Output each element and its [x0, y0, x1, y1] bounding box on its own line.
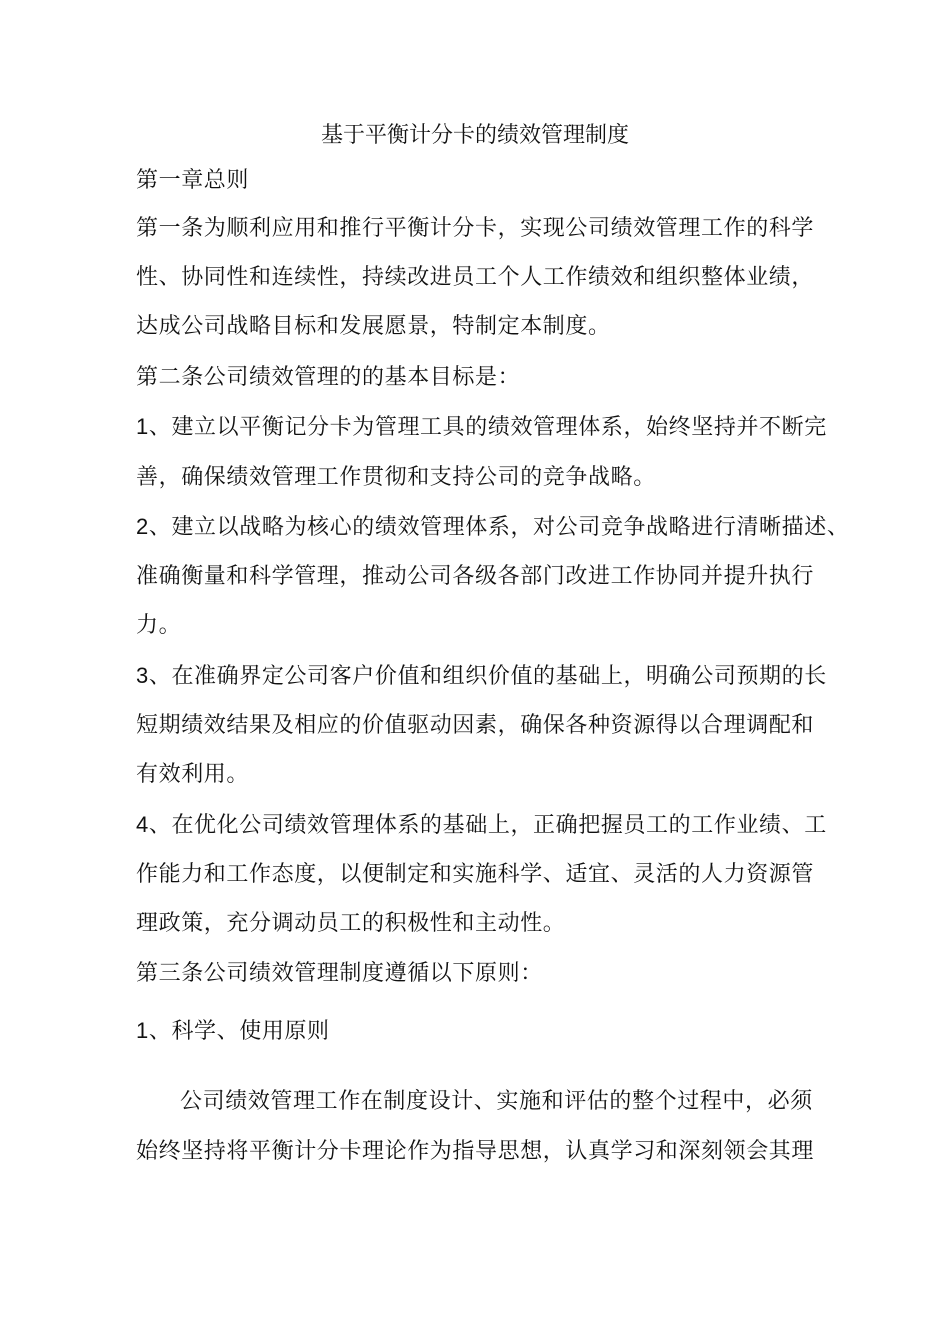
principle-paragraph-line-1: 公司绩效管理工作在制度设计、实施和评估的整个过程中，必须	[180, 1089, 813, 1114]
document-title: 基于平衡计分卡的绩效管理制度	[320, 123, 629, 148]
article-1-line-2: 性、协同性和连续性，持续改进员工个人工作绩效和组织整体业绩，	[136, 265, 815, 290]
principle-1-label: 、科学、使用原则	[148, 1019, 330, 1044]
goal-3-line-3: 有效利用。	[136, 762, 250, 787]
goal-1-number: 1	[136, 414, 149, 439]
goal-4-number: 4	[136, 812, 149, 837]
goal-1-line-1	[136, 411, 827, 444]
article-3-heading: 第三条公司绩效管理制度遵循以下原则：	[136, 961, 543, 986]
article-2-heading: 第二条公司绩效管理的的基本目标是：	[136, 365, 521, 390]
principle-1-number: 1	[136, 1018, 149, 1043]
goal-3-text: 、在准确界定公司客户价值和组织价值的基础上，明确公司预期的长	[148, 664, 827, 689]
goal-4-line-1	[136, 809, 827, 842]
goal-2-line-2: 准确衡量和科学管理，推动公司各级各部门改进工作协同并提升执行	[136, 564, 815, 589]
goal-4-line-2: 作能力和工作态度，以便制定和实施科学、适宜、灵活的人力资源管	[136, 862, 815, 887]
goal-2-line-1	[136, 511, 849, 544]
goal-4-text: 、在优化公司绩效管理体系的基础上，正确把握员工的工作业绩、工	[148, 813, 827, 838]
goal-3-line-2: 短期绩效结果及相应的价值驱动因素，确保各种资源得以合理调配和	[136, 713, 815, 738]
goal-2-line-3: 力。	[136, 613, 182, 638]
goal-2-number: 2	[136, 514, 149, 539]
goal-1-line-2: 善，确保绩效管理工作贯彻和支持公司的竞争战略。	[136, 465, 656, 490]
goal-3-number: 3	[136, 663, 149, 688]
article-1-line-3: 达成公司战略目标和发展愿景，特制定本制度。	[136, 314, 611, 339]
principle-1-heading	[136, 1015, 330, 1048]
goal-1-text: 、建立以平衡记分卡为管理工具的绩效管理体系，始终坚持并不断完	[148, 415, 827, 440]
goal-4-line-3: 理政策，充分调动员工的积极性和主动性。	[136, 911, 566, 936]
principle-paragraph-line-2: 始终坚持将平衡计分卡理论作为指导思想，认真学习和深刻领会其理	[136, 1139, 815, 1164]
chapter-heading: 第一章总则	[136, 168, 250, 193]
goal-2-text: 、建立以战略为核心的绩效管理体系，对公司竞争战略进行清晰描述、	[148, 515, 850, 540]
article-1-line-1: 第一条为顺利应用和推行平衡计分卡，实现公司绩效管理工作的科学	[136, 216, 815, 241]
goal-3-line-1	[136, 660, 827, 693]
